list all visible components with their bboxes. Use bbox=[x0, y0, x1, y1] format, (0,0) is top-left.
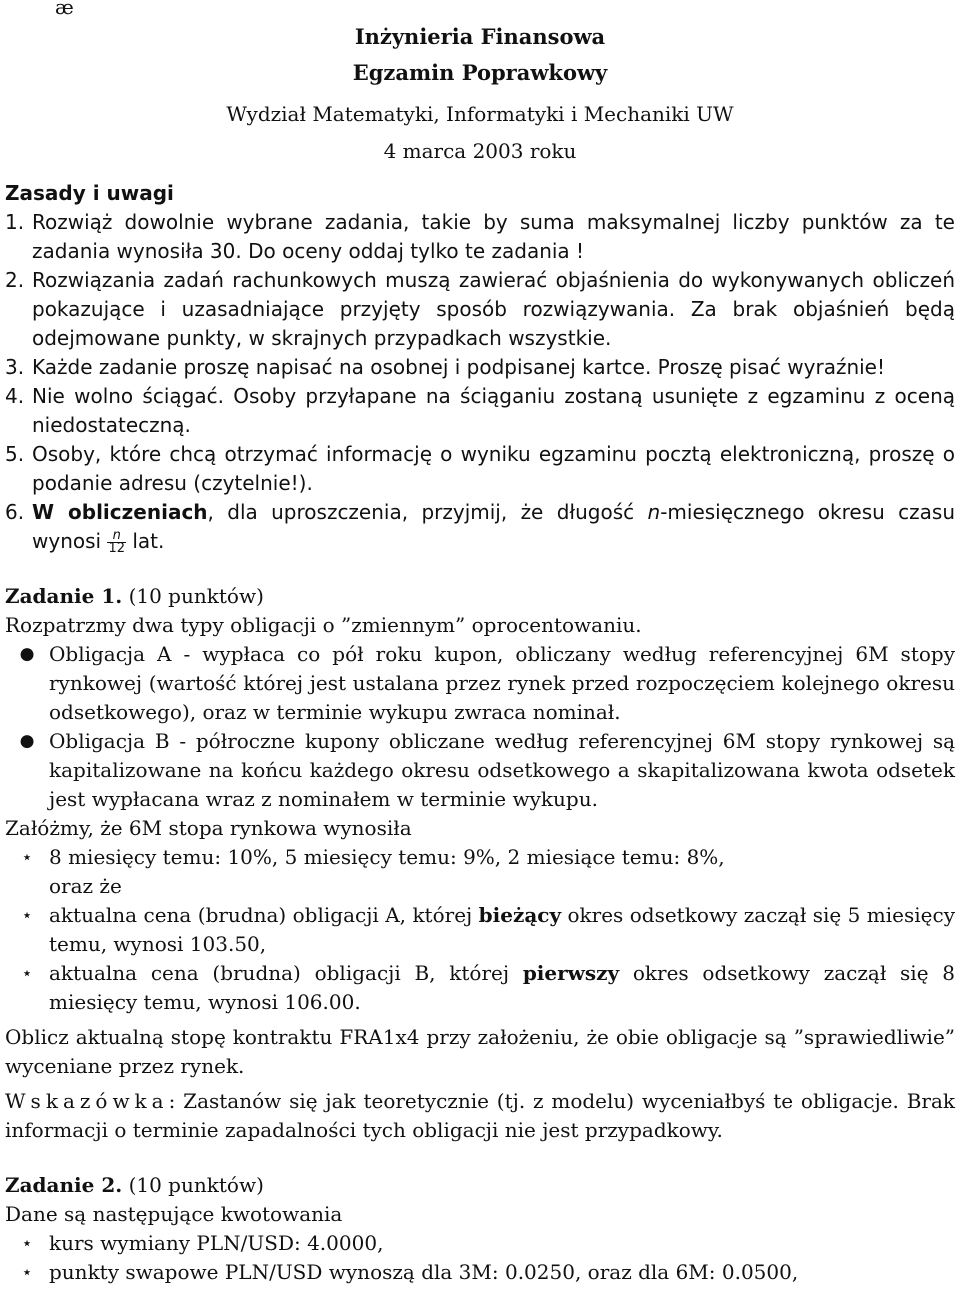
rule-text bbox=[32, 498, 955, 556]
assumption-line: Załóżmy, że 6M stopa rynkowa wynosiła bbox=[5, 816, 412, 840]
task1-heading bbox=[5, 582, 955, 611]
rule-text: Każde zadanie proszę napisać na osobnej i podpisanej kartce. Proszę pisać wyraźnie! bbox=[32, 355, 885, 379]
rule-number: 1. bbox=[5, 210, 25, 234]
task1-question: Oblicz aktualną stopę kontraktu FRA1x4 przy założeniu, że obie obligacje są ”sprawiedliwie” wyceniane przez rynek. bbox=[5, 1025, 955, 1078]
task2-intro: Dane są następujące kwotowania bbox=[5, 1202, 343, 1226]
price-b-text bbox=[49, 959, 955, 1017]
task2-label: Zadanie 2. bbox=[5, 1173, 123, 1197]
title-line2: Egzamin Poprawkowy bbox=[352, 60, 608, 85]
rule-item bbox=[5, 382, 955, 440]
price-b-item bbox=[5, 959, 955, 1017]
price-a-item bbox=[5, 901, 955, 959]
rule-number: 4. bbox=[5, 384, 25, 408]
rule-text-part: , dla uproszczenia, przyjmij, że długość bbox=[207, 500, 648, 524]
rule-text: Nie wolno ściągać. Osoby przyłapane na ściąganiu zostaną usunięte z egzaminu z oceną niedostateczną. bbox=[32, 384, 955, 437]
bond-a-item bbox=[5, 640, 955, 727]
text-part: aktualna cena (brudna) obligacji A, której bbox=[49, 903, 479, 927]
exam-content bbox=[5, 179, 955, 1287]
task1-label: Zadanie 1. bbox=[5, 584, 123, 608]
faculty-line: Wydział Matematyki, Informatyki i Mechaniki UW bbox=[226, 102, 734, 126]
rule-text: Osoby, które chcą otrzymać informację o wyniku egzaminu pocztą elektroniczną, proszę o podanie adresu (czytelnie!). bbox=[32, 442, 955, 495]
quote-item bbox=[5, 1229, 955, 1258]
task1-intro: Rozpatrzmy dwa typy obligacji o ”zmiennym” oprocentowaniu. bbox=[5, 613, 642, 637]
star-icon: ⋆ bbox=[21, 1233, 33, 1254]
quote-item bbox=[5, 1258, 955, 1287]
variable-n: n bbox=[647, 500, 661, 524]
star-icon: ⋆ bbox=[21, 847, 33, 868]
star-icon: ⋆ bbox=[21, 963, 33, 984]
task2-heading bbox=[5, 1171, 955, 1200]
task1-points: (10 punktów) bbox=[122, 584, 264, 608]
rule-item bbox=[5, 208, 955, 266]
hint-text: : Zastanów się jak teoretycznie (tj. z modelu) wyceniałbyś te obligacje. Brak informacji o terminie zapadalności tych obligacji nie jest przypadkowy. bbox=[5, 1089, 955, 1142]
bond-a-text: Obligacja A - wypłaca co pół roku kupon, obliczany według referencyjnej 6M stopy rynkowej (wartość której jest ustalana przez rynek przed rozpoczęciem kolejnego okresu odsetkowego), oraz w terminie wykupu zwraca nominał. bbox=[49, 642, 955, 724]
rule-text-part: lat. bbox=[126, 529, 165, 553]
rule-bold-phrase: W obliczeniach bbox=[32, 500, 208, 524]
rule-item bbox=[5, 353, 955, 382]
rule-text: Rozwiązania zadań rachunkowych muszą zawierać objaśnienia do wykonywanych obliczeń pokazujące i uzasadniające przyjęty sposób rozwiązywania. Za brak objaśnień będą odejmowane punkty, w skrajnych przypadkach wszystkie. bbox=[32, 268, 955, 350]
fraction bbox=[107, 530, 126, 555]
fraction-denominator: 12 bbox=[108, 541, 125, 556]
bullet-icon: ● bbox=[19, 644, 35, 664]
rule-item bbox=[5, 440, 955, 498]
bullet-icon: ● bbox=[19, 731, 35, 751]
rule-number: 6. bbox=[5, 500, 25, 524]
price-a-text bbox=[49, 901, 955, 959]
task1-hint bbox=[5, 1087, 955, 1145]
bold-phrase: bieżący bbox=[478, 903, 562, 927]
hint-label: Wskazówka bbox=[5, 1089, 169, 1113]
rule-text-part: -miesięcznego okresu czasu wynosi bbox=[32, 500, 956, 553]
task2-points: (10 punktów) bbox=[122, 1173, 264, 1197]
rate-history-text: 8 miesięcy temu: 10%, 5 miesięcy temu: 9%, 2 miesiące temu: 8%, bbox=[49, 845, 725, 869]
title-line1: Inżynieria Finansowa bbox=[354, 24, 606, 49]
rule-text: Rozwiąż dowolnie wybrane zadania, takie by suma maksymalnej liczby punktów za te zadania wynosiła 30. Do oceny oddaj tylko te zadania ! bbox=[32, 210, 955, 263]
quote-text: kurs wymiany PLN/USD: 4.0000, bbox=[49, 1231, 384, 1255]
text-part: okres odsetkowy zaczął się 8 miesięcy temu, wynosi 106.00. bbox=[49, 961, 956, 1014]
bond-b-item bbox=[5, 727, 955, 814]
rule-number: 2. bbox=[5, 268, 25, 292]
star-icon: ⋆ bbox=[21, 1262, 33, 1283]
star-icon: ⋆ bbox=[21, 905, 33, 926]
rule-number: 5. bbox=[5, 442, 25, 466]
rules-heading: Zasady i uwagi bbox=[5, 181, 174, 205]
quote-text: punkty swapowe PLN/USD wynoszą dla 3M: 0.0250, oraz dla 6M: 0.0500, bbox=[49, 1260, 799, 1284]
text-part: okres odsetkowy zaczął się 5 miesięcy temu, wynosi 103.50, bbox=[49, 903, 955, 956]
text-part: aktualna cena (brudna) obligacji B, której bbox=[49, 961, 523, 985]
date-line: 4 marca 2003 roku bbox=[383, 139, 577, 163]
rule-item bbox=[5, 498, 955, 556]
oraz-line: oraz że bbox=[49, 874, 122, 898]
bold-phrase: pierwszy bbox=[522, 961, 620, 985]
ae-mark: æ bbox=[55, 0, 74, 19]
fraction-numerator: n bbox=[112, 528, 121, 543]
bond-b-text: Obligacja B - półroczne kupony obliczane według referencyjnej 6M stopy rynkowej są kapitalizowane na końcu każdego okresu odsetkowego a skapitalizowana kwota odsetek jest wypłacana wraz z nominałem w terminie wykupu. bbox=[49, 729, 955, 811]
rule-number: 3. bbox=[5, 355, 25, 379]
rule-item bbox=[5, 266, 955, 353]
rate-history-item bbox=[5, 843, 955, 872]
